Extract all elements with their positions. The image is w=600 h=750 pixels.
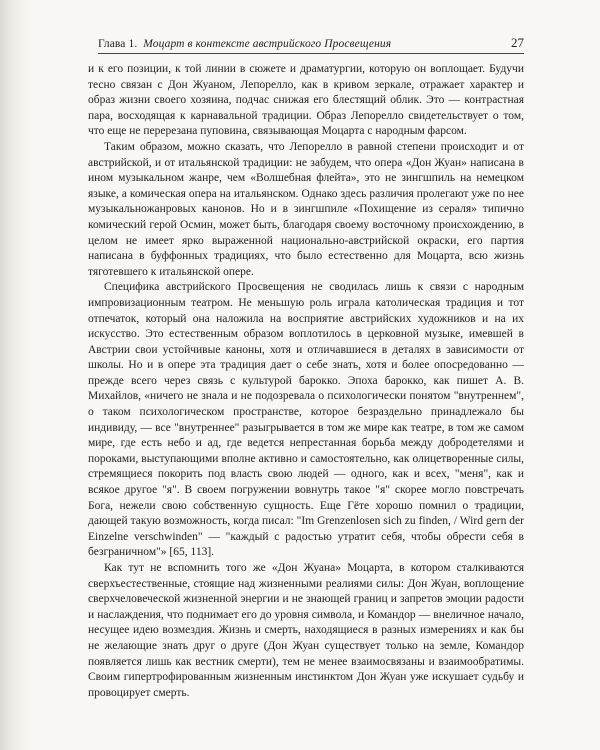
running-head-text: [98, 37, 391, 51]
paragraph-4: Как тут не вспомнить того же «Дон Жуана» Моцарта, в котором сталкиваются сверхъестественные, стоящие над жизненными реалиями силы: Дон Жуан, воплощение сверхчеловеческой жизненной энергии и не знающей границ и запретов эмоции радости и наслаждения, что поднимает его до уровня символа, и Командор — внеличное начало, несущее идею возмездия. Жизнь и смерть, находящиеся в разных измерениях и как бы не желающие знать друг о друге (Дон Жуан существует только на земле, Командор появляется лишь как вестник смерти), тем не менее взаимосвязаны и взаимообратимы. Своим гипертрофированным жизненным инстинктом Дон Жуан уже искушает судьбу и провоцирует смерть.: [88, 562, 524, 699]
paragraph-1: и к его позиции, к той линии в сюжете и драматургии, которую он воплощает. Будучи тесно связан с Дон Жуаном, Лепорелло, как в кривом зеркале, отражает характер и образ жизни своего хозяина, подчас снижая его блестящий облик. Это — контрастная пара, восходящая к карнавальной традиции. Образ Лепорелло свидетельствует о том, что еще не перерезана пуповина, связывающая Моцарта с народным фарсом.: [88, 63, 524, 138]
chapter-label: Глава 1.: [98, 38, 138, 50]
chapter-title: Моцарт в контексте австрийского Просвещения: [143, 38, 392, 50]
paragraph-3: Специфика австрийского Просвещения не сводилась лишь к связи с народным импровизационным театром. Не меньшую роль играла католическая традиция и тот отпечаток, который она наложила на восприятие австрийских художников и на их искусство. Это естественным образом воплотилось в церковной музыке, имевшей в Австрии свои устойчивые каноны, хотя и отличавшиеся в деталях в зависимости от школы. Но и в опере эта традиция дает о себе знать, хотя и более опосредованно — прежде всего через связь с культурой барокко. Эпоха барокко, как пишет А. В. Михайлов, «ничего не знала и не подозревала о психологически понятом "внутреннем", о таком психологическом пространстве, которое безраздельно принадлежало бы индивиду, — все "внутреннее" разыгрывается в том же мире как театре, в том же самом мире, где есть небо и ад, где ведется непрестанная борьба между добродетелями и пороками, выступающими вполне активно и самостоятельно, как олицетворенные силы, стремящиеся покорить под власть свою людей — одного, как и всех, "меня", как и всякое другое "я". В своем погружении вовнутрь такое "я" скорее могло повстречать Бога, нежели свою собственную сущность. Еще Гёте хорошо помнил о традиции, дающей такую возможность, когда писал: "Im Grenzenlosen sich zu finden, / Wird gern der Einzelne verschwinden" — "каждый с радостью утратит себя, чтобы обрести себя в безграничном"» [65, 113].: [88, 281, 524, 559]
header-rule: [98, 53, 524, 54]
body-text: [88, 62, 524, 701]
running-head: [98, 36, 524, 51]
paragraph-2: Таким образом, можно сказать, что Лепорелло в равной степени происходит и от австрийской, и от итальянской традиции: не забудем, что опера «Дон Жуан» написана в ином музыкальном жанре, чем «Волшебная флейта», это не зингшпиль на немецком языке, а комическая опера на итальянском. Однако здесь различия пролегают уже по нее музыкальножанровых канонов. Но и в зингшпиле «Похищение из сераля» типично комический герой Осмин, может быть, благодаря своему восточному происхождению, в целом не имеет ярко выраженной национально-австрийской окраски, его партия написана в буффонных традициях, что было естественно для Моцарта, всю жизнь тяготевшего к итальянской опере.: [88, 140, 524, 278]
page-number: 27: [511, 35, 524, 50]
